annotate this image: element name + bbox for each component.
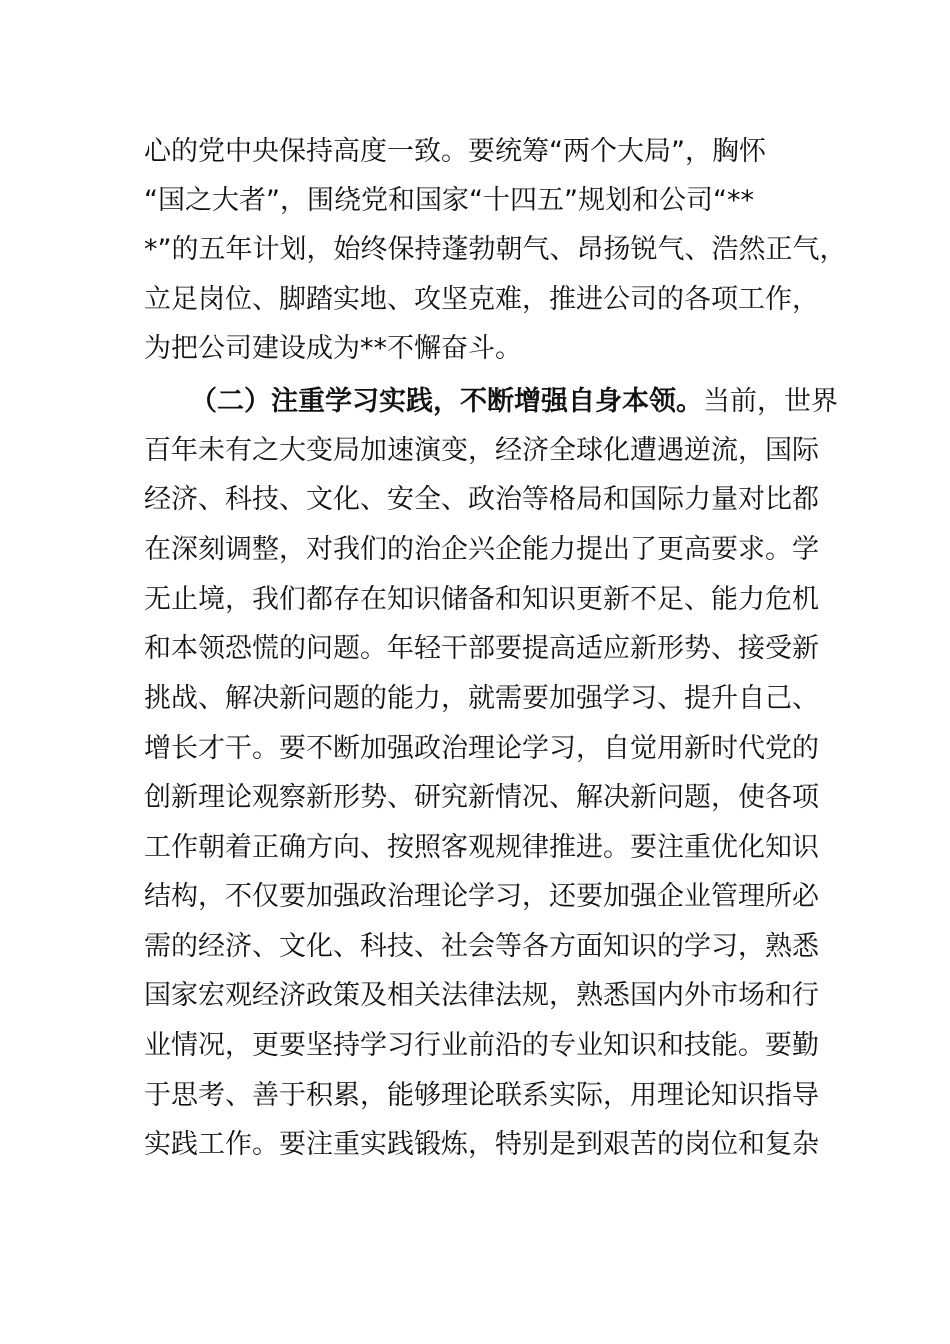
text-line: 挑战、解决新问题的能力，就需要加强学习、提升自己、	[144, 683, 819, 714]
text-line: 在深刻调整，对我们的治企兴企能力提出了更高要求。学	[144, 534, 819, 565]
text-line: 心的党中央保持高度一致。要统筹“两个大局”，胸怀	[144, 136, 766, 167]
section-heading-line	[190, 382, 838, 422]
text-line: 增长才干。要不断加强政治理论学习，自觉用新时代党的	[144, 733, 819, 764]
section-heading: （二）注重学习实践，不断增强自身本领。	[190, 386, 703, 417]
text-line: 百年未有之大变局加速演变，经济全球化遭遇逆流，国际	[144, 435, 819, 466]
text-line: 于思考、善于积累，能够理论联系实际，用理论知识指导	[144, 1080, 819, 1111]
text-line: 无止境，我们都存在知识储备和知识更新不足、能力危机	[144, 584, 819, 615]
text-span: 当前，世界	[703, 386, 838, 417]
text-line: 为把公司建设成为**不懈奋斗。	[144, 333, 522, 364]
text-line: 业情况，更要坚持学习行业前沿的专业知识和技能。要勤	[144, 1030, 819, 1061]
text-line: 立足岗位、脚踏实地、攻坚克难，推进公司的各项工作，	[144, 284, 819, 315]
text-line: 工作朝着正确方向、按照客观规律推进。要注重优化知识	[144, 832, 819, 863]
text-line: 经济、科技、文化、安全、政治等格局和国际力量对比都	[144, 484, 819, 515]
text-line: 国家宏观经济政策及相关法律法规，熟悉国内外市场和行	[144, 980, 819, 1011]
text-line: 创新理论观察新形势、研究新情况、解决新问题，使各项	[144, 782, 819, 813]
text-line: 和本领恐慌的问题。年轻干部要提高适应新形势、接受新	[144, 633, 819, 664]
text-line: 实践工作。要注重实践锻炼，特别是到艰苦的岗位和复杂	[144, 1129, 819, 1160]
text-line: 结构，不仅要加强政治理论学习，还要加强企业管理所必	[144, 881, 819, 912]
text-line: “国之大者”，围绕党和国家“十四五”规划和公司“**	[144, 185, 754, 216]
text-line: *”的五年计划，始终保持蓬勃朝气、昂扬锐气、浩然正气，	[144, 234, 847, 265]
text-line: 需的经济、文化、科技、社会等各方面知识的学习，熟悉	[144, 931, 819, 962]
